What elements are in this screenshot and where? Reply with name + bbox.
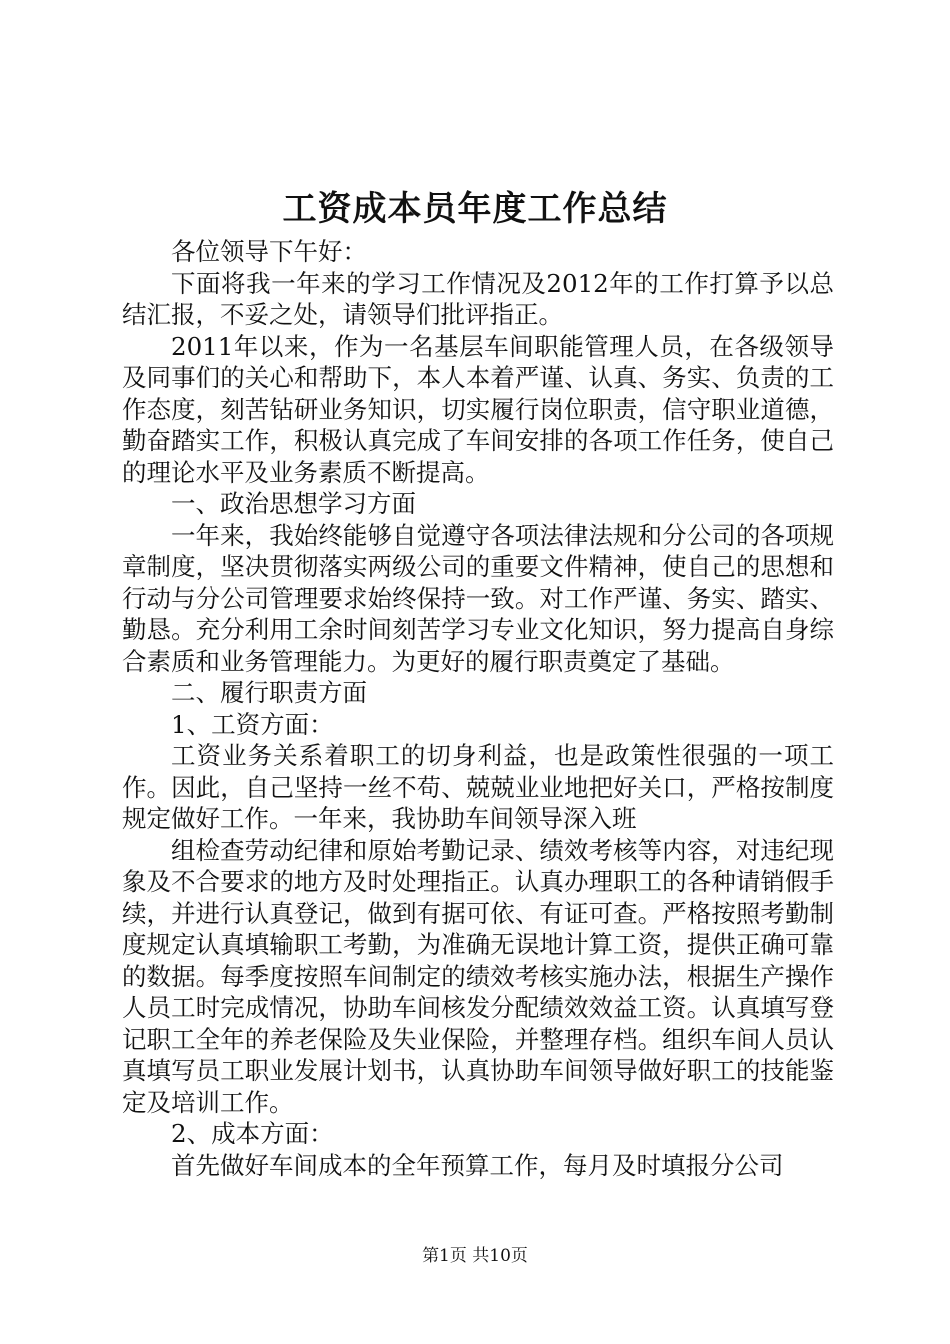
paragraph-wages-1: 工资业务关系着职工的切身利益，也是政策性很强的一项工作。因此，自己坚持一丝不苟、兢兢业业地把好关口，严格按制度规定做好工作。一年来，我协助车间领导深入班 — [122, 741, 834, 833]
section-heading-duties: 二、履行职责方面 — [171, 678, 367, 707]
subsection-heading-cost: 2、成本方面： — [171, 1119, 334, 1148]
page-footer: 第1页 共10页 — [422, 1246, 528, 1266]
paragraph-intro: 下面将我一年来的学习工作情况及2012年的工作打算予以总结汇报，不妥之处，请领导们批评指正。 — [122, 268, 834, 329]
paragraph-greeting: 各位领导下午好： — [171, 237, 367, 266]
document-title: 工资成本员年度工作总结 — [282, 189, 668, 229]
paragraph-political-study: 一年来，我始终能够自觉遵守各项法律法规和分公司的各项规章制度，坚决贯彻落实两级公司的重要文件精神，使自己的思想和行动与分公司管理要求始终保持一致。对工作严谨、务实、踏实、勤恳。充分利用工余时间刻苦学习专业文化知识，努力提高自身综合素质和业务管理能力。为更好的履行职责奠定了基础。 — [122, 520, 834, 676]
document-body — [122, 236, 834, 1181]
paragraph-wages-2: 组检查劳动纪律和原始考勤记录、绩效考核等内容，对违纪现象及不合要求的地方及时处理指正。认真办理职工的各种请销假手续，并进行认真登记，做到有据可依、有证可查。严格按照考勤制度规定认真填输职工考勤，为准确无误地计算工资，提供正确可靠的数据。每季度按照车间制定的绩效考核实施办法，根据生产操作人员工时完成情况，协助车间核发分配绩效效益工资。认真填写登记职工全年的养老保险及失业保险，并整理存档。组织车间人员认真填写员工职业发展计划书，认真协助车间领导做好职工的技能鉴定及培训工作。 — [122, 835, 834, 1117]
paragraph-cost: 首先做好车间成本的全年预算工作，每月及时填报分公司 — [171, 1150, 784, 1180]
subsection-heading-wages: 1、工资方面： — [171, 709, 334, 739]
paragraph-overview: 2011年以来，作为一名基层车间职能管理人员，在各级领导及同事们的关心和帮助下，本人本着严谨、认真、务实、负责的工作态度，刻苦钻研业务知识，切实履行岗位职责，信守职业道德，勤奋踏实工作，积极认真完成了车间安排的各项工作任务，使自己的理论水平及业务素质不断提高。 — [122, 331, 834, 487]
section-heading-political-study: 一、政治思想学习方面 — [171, 489, 416, 518]
